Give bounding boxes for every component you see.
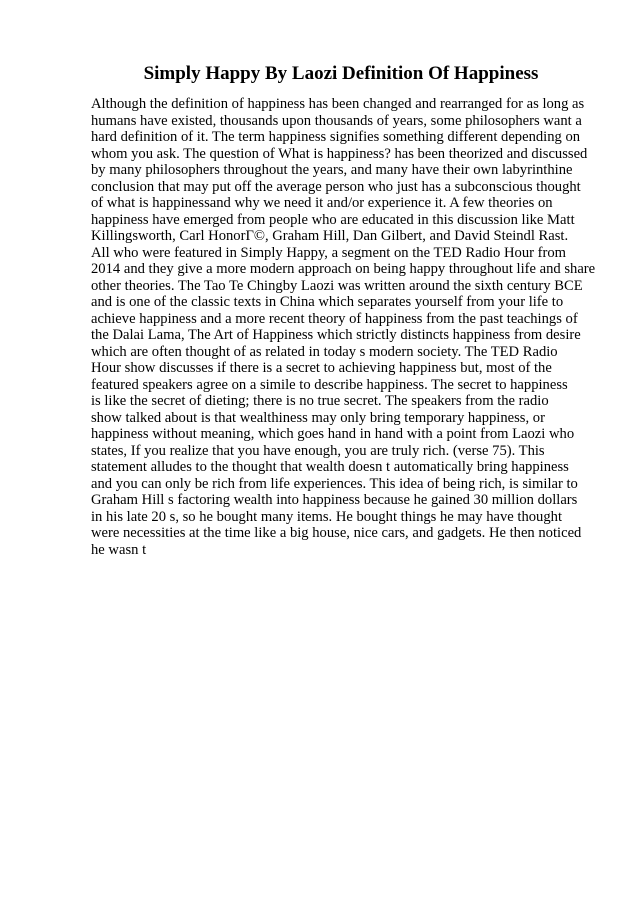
text-line: featured speakers agree on a simile to describe happiness. The secret to happiness (91, 376, 568, 393)
text-line: of what is happinessand why we need it and/or experience it. A few theories on (91, 195, 553, 211)
text-line: Graham Hill s factoring wealth into happiness because he gained 30 million dollars (91, 492, 578, 508)
text-line: in his late 20 s, so he bought many items. He bought things he may have thought (91, 508, 562, 525)
document-title: Simply Happy By Laozi Definition Of Happiness (143, 63, 539, 84)
text-line: which are often thought of as related in today s modern society. The TED Radio (91, 343, 558, 360)
text-line: achieve happiness and a more recent theory of happiness from the past teachings of (91, 310, 578, 327)
text-line: and is one of the classic texts in China which separates yourself from your life to (91, 294, 564, 310)
text-line: Although the definition of happiness has been changed and rearranged for as long as (91, 96, 585, 112)
text-line: whom you ask. The question of What is happiness? has been theorized and discussed (91, 145, 588, 162)
text-line: he wasn t (91, 541, 147, 558)
text-line: 2014 and they give a more modern approach on being happy throughout life and share (91, 261, 596, 277)
text-line: happiness without meaning, which goes hand in hand with a point from Laozi who (91, 426, 575, 442)
text-line: were necessities at the time like a big house, nice cars, and gadgets. He then noticed (91, 525, 582, 541)
text-line: show talked about is that wealthiness may only bring temporary happiness, or (91, 409, 545, 426)
text-line: Killingsworth, Carl HonorГ©, Graham Hill, Dan Gilbert, and David Steindl Rast. (91, 228, 569, 244)
text-line: humans have existed, thousands upon thousands of years, some philosophers want a (91, 112, 582, 129)
text-line: All who were featured in Simply Happy, a segment on the TED Radio Hour from (91, 244, 567, 261)
text-line: other theories. The Tao Te Chingby Laozi was written around the sixth century BCE (91, 277, 583, 294)
text-line: happiness have emerged from people who are educated in this discussion like Matt (91, 211, 575, 228)
text-line: and you can only be rich from life experiences. This idea of being rich, is similar to (91, 475, 578, 492)
body-paragraph (91, 96, 611, 558)
text-line: states, If you realize that you have enough, you are truly rich. (verse 75). This (91, 442, 545, 459)
text-line: is like the secret of dieting; there is no true secret. The speakers from the radio (91, 393, 549, 409)
text-line: Hour show discusses if there is a secret to achieving happiness but, most of the (91, 360, 552, 376)
text-line: hard definition of it. The term happiness signifies something different depending on (91, 129, 581, 145)
text-line: the Dalai Lama, The Art of Happiness which strictly distincts happiness from desire (91, 327, 581, 343)
text-line: statement alludes to the thought that wealth doesn t automatically bring happiness (91, 459, 569, 475)
text-line: by many philosophers throughout the years, and many have their own labyrinthine (91, 162, 573, 178)
text-line: conclusion that may put off the average person who just has a subconscious thought (91, 178, 581, 195)
